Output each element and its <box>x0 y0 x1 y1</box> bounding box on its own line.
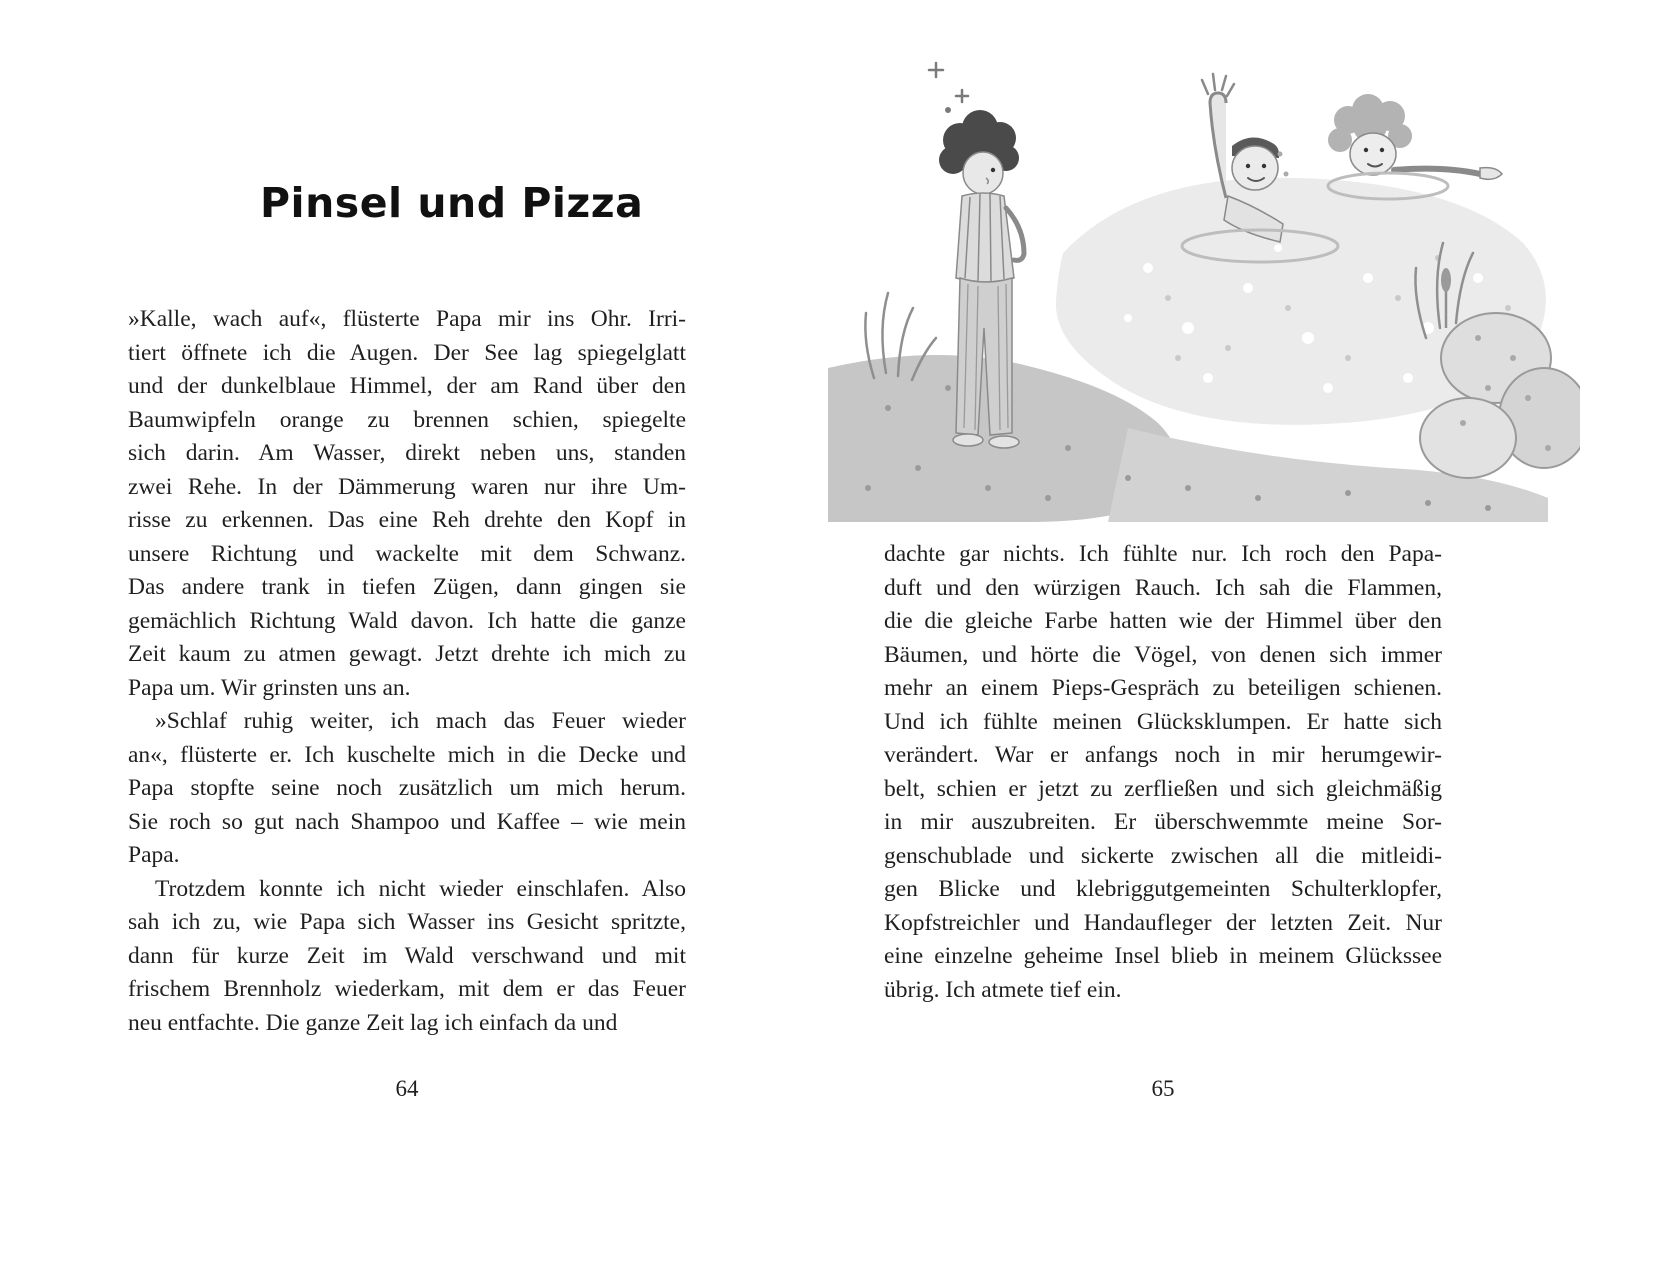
text-line: »Kalle, wach auf«, flüsterte Papa mir ins Ohr. Irri- <box>128 306 686 332</box>
text-line: Papa stopfte seine noch zusätzlich um mich herum. <box>128 775 686 801</box>
text-line: neu entfachte. Die ganze Zeit lag ich einfach da und <box>128 1009 618 1036</box>
page-number-left: 64 <box>395 1076 419 1101</box>
waving-swimmer <box>1182 74 1338 262</box>
text-line: die die gleiche Farbe hatten wie der Himmel über den <box>884 608 1442 634</box>
right-page-text <box>884 538 1442 1007</box>
text-line: genschublade und sickerte zwischen all die mitleidi- <box>884 842 1442 869</box>
text-line: übrig. Ich atmete tief ein. <box>884 976 1122 1003</box>
text-line: duft und den würzigen Rauch. Ich sah die Flammen, <box>884 574 1442 601</box>
text-line: Baumwipfeln orange zu brennen schien, spiegelte <box>128 406 686 433</box>
text-line: zwei Rehe. In der Dämmerung waren nur ihre Um- <box>128 473 686 500</box>
text-line: in mir auszubreiten. Er überschwemmte meine Sor- <box>884 809 1442 835</box>
text-line: und der dunkelblaue Himmel, der am Rand über den <box>128 373 686 399</box>
text-line: tiert öffnete ich die Augen. Der See lag spiegelglatt <box>128 339 686 366</box>
paragraph <box>884 538 1442 1007</box>
swimming-scene-svg <box>828 28 1580 522</box>
page-number-right: 65 <box>1151 1076 1175 1101</box>
chapter-title: Pinsel und Pizza <box>260 179 644 228</box>
paragraph <box>128 705 686 873</box>
text-line: Und ich fühlte meinen Glücksklumpen. Er hatte sich <box>884 708 1442 735</box>
text-line: Das andere trank in tiefen Zügen, dann gingen sie <box>128 574 686 600</box>
text-line: Papa um. Wir grinsten uns an. <box>128 674 411 701</box>
text-line: mehr an einem Pieps-Gespräch zu beteiligen schienen. <box>884 675 1442 701</box>
text-line: dachte gar nichts. Ich fühlte nur. Ich roch den Papa- <box>884 541 1442 567</box>
left-page-text <box>128 303 686 1040</box>
text-line: Sie roch so gut nach Shampoo und Kaffee – wie mein <box>128 808 686 835</box>
text-line: risse zu erkennen. Das eine Reh drehte den Kopf in <box>128 507 686 533</box>
text-line: verändert. War er anfangs noch in mir herumgewir- <box>884 742 1442 768</box>
text-line: frischem Brennholz wiederkam, mit dem er das Feuer <box>128 976 686 1002</box>
text-line: gen Blicke und klebriggutgemeinten Schulterklopfer, <box>884 876 1442 902</box>
text-line: Trotzdem konnte ich nicht wieder einschlafen. Also <box>155 875 686 902</box>
text-line: Kopfstreichler und Handaufleger der letzten Zeit. Nur <box>884 909 1442 936</box>
paragraph <box>128 873 686 1041</box>
text-line: eine einzelne geheime Insel blieb in meinem Glückssee <box>884 943 1442 969</box>
text-line: an«, flüsterte er. Ich kuschelte mich in die Decke und <box>128 741 686 768</box>
text-line: Bäumen, und hörte die Vögel, von denen sich immer <box>884 641 1442 668</box>
text-line: unsere Richtung und wackelte mit dem Schwanz. <box>128 540 686 567</box>
text-line: »Schlaf ruhig weiter, ich mach das Feuer wieder <box>155 708 686 734</box>
text-line: sah ich zu, wie Papa sich Wasser ins Gesicht spritzte, <box>128 909 686 935</box>
paragraph <box>128 303 686 705</box>
text-line: sich darin. Am Wasser, direkt neben uns, standen <box>128 440 686 466</box>
illustration-swimming-scene <box>828 28 1580 522</box>
text-line: belt, schien er jetzt zu zerfließen und sich gleichmäßig <box>884 775 1442 802</box>
text-line: dann für kurze Zeit im Wald verschwand und mit <box>128 942 686 969</box>
text-line: Papa. <box>128 842 180 868</box>
text-line: gemächlich Richtung Wald davon. Ich hatte die ganze <box>128 607 686 634</box>
text-line: Zeit kaum zu atmen gewagt. Jetzt drehte ich mich zu <box>128 641 686 667</box>
